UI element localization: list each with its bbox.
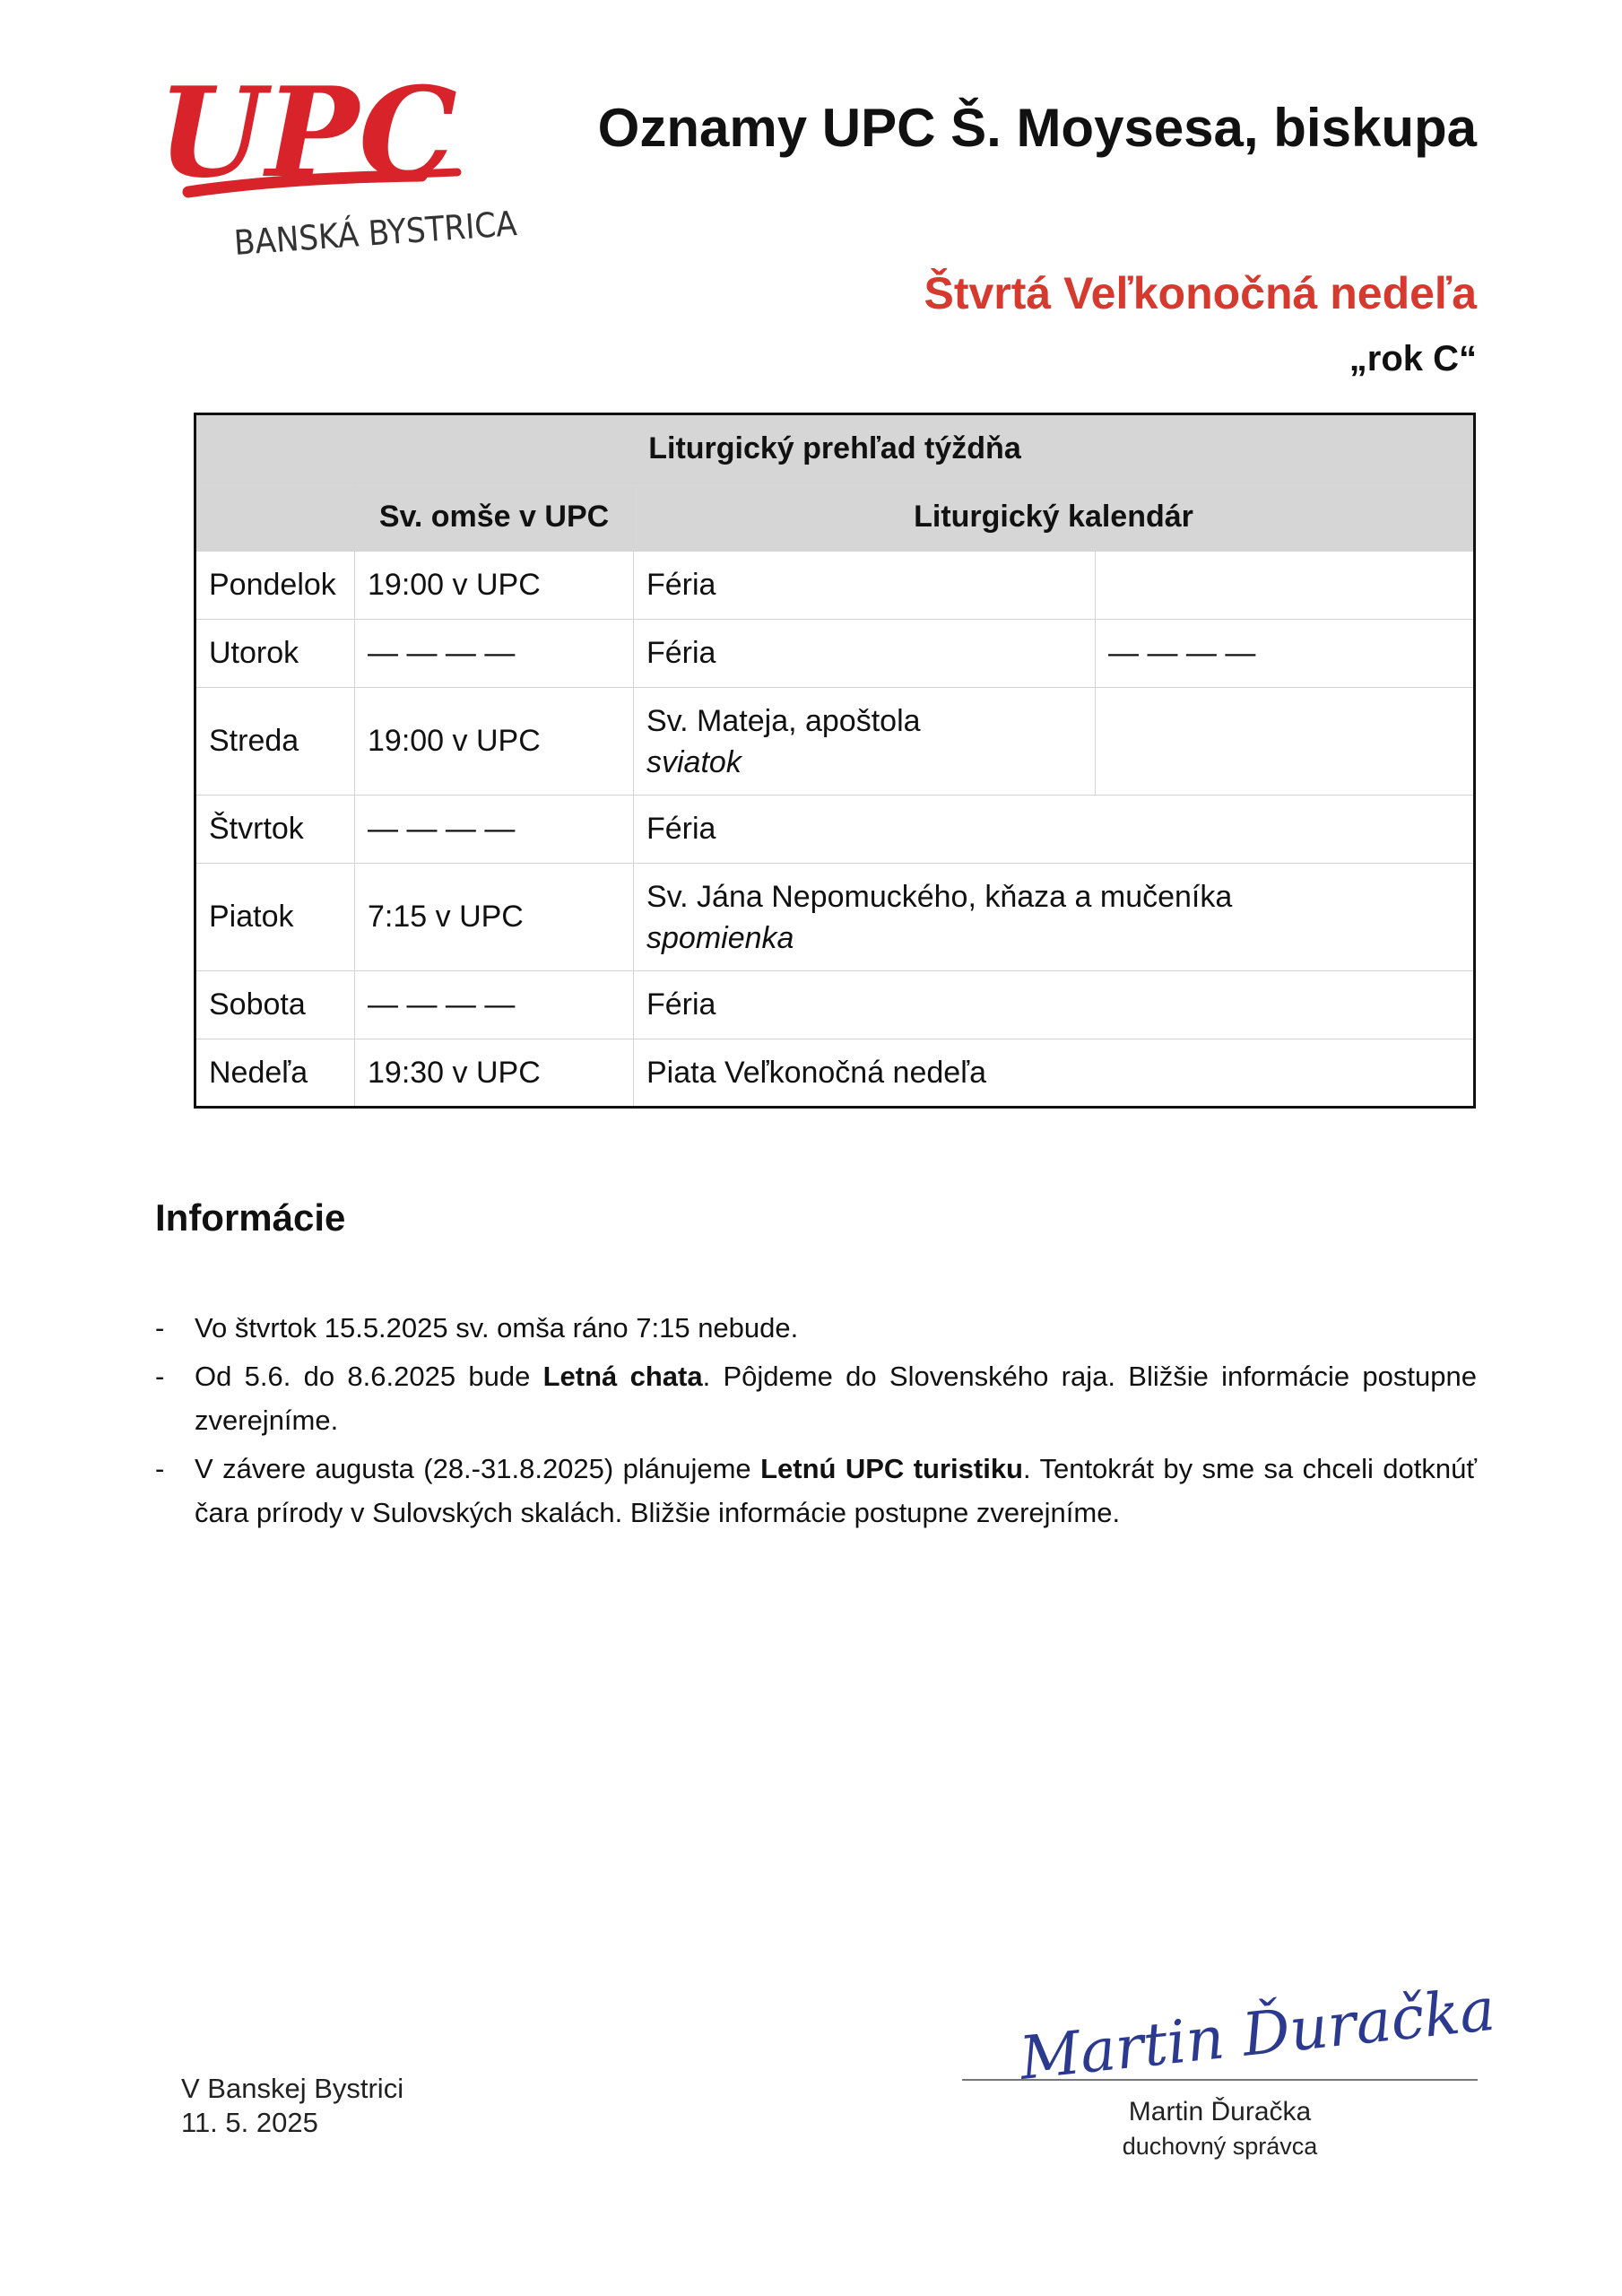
calendar-cell: Piata Veľkonočná nedeľa	[634, 1039, 1475, 1108]
liturgical-schedule-table	[194, 413, 1476, 1109]
table-row-monday	[195, 552, 1475, 620]
calendar-cell: Féria	[634, 796, 1475, 864]
handwritten-signature	[1013, 1974, 1498, 2106]
info-text: Vo štvrtok 15.5.2025 sv. omša ráno 7:15 nebude.	[195, 1312, 799, 1344]
mass-cell: 19:30 v UPC	[355, 1039, 634, 1108]
day-cell: Nedeľa	[195, 1039, 355, 1108]
date: 11. 5. 2025	[181, 2107, 318, 2138]
calendar-cell: Féria	[634, 620, 1096, 688]
liturgical-year: „rok C“	[1349, 339, 1477, 378]
day-cell: Pondelok	[195, 552, 355, 620]
mass-cell: 19:00 v UPC	[355, 688, 634, 796]
calendar-cell: Féria	[634, 971, 1475, 1039]
info-highlight: Letná chata	[542, 1361, 703, 1392]
signer-block	[962, 2095, 1478, 2163]
place: V Banskej Bystrici	[181, 2073, 404, 2104]
signer-name: Martin Ďuračka	[1128, 2097, 1312, 2126]
logo-main-text: UPC	[158, 59, 457, 205]
upc-logo	[152, 59, 518, 274]
table-row-wednesday	[195, 688, 1475, 796]
feast-name: Sv. Mateja, apoštola	[646, 703, 921, 738]
info-heading: Informácie	[155, 1196, 346, 1239]
extra-cell	[1096, 688, 1475, 796]
table-row-thursday	[195, 796, 1475, 864]
list-item	[155, 1306, 1477, 1350]
mass-cell: — — — —	[355, 620, 634, 688]
day-cell: Štvrtok	[195, 796, 355, 864]
signature-text: Martin Ďuračka	[1016, 1974, 1498, 2093]
feast-rank: spomienka	[646, 920, 794, 955]
table-row-saturday	[195, 971, 1475, 1039]
day-cell: Piatok	[195, 864, 355, 971]
info-text: . Tentokrát by sme sa chceli dotknúť čara prírody v Sulovských skalách. Bližšie informácie postupne zverejníme.	[195, 1453, 1477, 1528]
bullet-marker: -	[155, 1361, 165, 1392]
calendar-cell	[634, 864, 1475, 971]
page-title: Oznamy UPC Š. Moysesa, biskupa	[597, 98, 1477, 158]
column-header-calendar: Liturgický kalendár	[634, 483, 1475, 552]
list-item	[155, 1354, 1477, 1442]
feast-name: Sv. Jána Nepomuckého, kňaza a mučeníka	[646, 879, 1233, 914]
signer-role: duchovný správca	[1122, 2133, 1318, 2160]
table-row-sunday	[195, 1039, 1475, 1108]
mass-cell: — — — —	[355, 796, 634, 864]
info-text: Od 5.6. do 8.6.2025 bude	[195, 1361, 543, 1392]
feast-rank: sviatok	[646, 744, 742, 779]
table-row-tuesday	[195, 620, 1475, 688]
extra-cell	[1096, 552, 1475, 620]
bullet-marker: -	[155, 1453, 165, 1484]
sunday-title: Štvrtá Veľkonočná nedeľa	[924, 268, 1477, 318]
info-highlight: Letnú UPC turistiku	[760, 1453, 1023, 1484]
table-title-row	[195, 414, 1475, 483]
info-list	[155, 1306, 1477, 1539]
table-row-friday	[195, 864, 1475, 971]
day-cell: Utorok	[195, 620, 355, 688]
mass-cell: — — — —	[355, 971, 634, 1039]
table-header-row	[195, 483, 1475, 552]
calendar-cell	[634, 688, 1096, 796]
info-text: V závere augusta (28.-31.8.2025) plánujeme	[195, 1453, 761, 1484]
column-header-mass: Sv. omše v UPC	[355, 483, 634, 552]
place-and-date	[181, 2072, 403, 2140]
calendar-cell: Féria	[634, 552, 1096, 620]
mass-cell: 19:00 v UPC	[355, 552, 634, 620]
info-text: . Pôjdeme do Slovenského raja. Bližšie informácie postupne zverejníme.	[195, 1361, 1477, 1436]
extra-cell: — — — —	[1096, 620, 1475, 688]
day-cell: Streda	[195, 688, 355, 796]
day-cell: Sobota	[195, 971, 355, 1039]
mass-cell: 7:15 v UPC	[355, 864, 634, 971]
signature-line	[962, 2079, 1478, 2081]
list-item	[155, 1447, 1477, 1535]
logo-sub-text: BANSKÁ BYSTRICA	[232, 204, 518, 263]
column-header-day	[195, 483, 355, 552]
bullet-marker: -	[155, 1312, 165, 1344]
table-title: Liturgický prehľad týždňa	[195, 414, 1475, 483]
